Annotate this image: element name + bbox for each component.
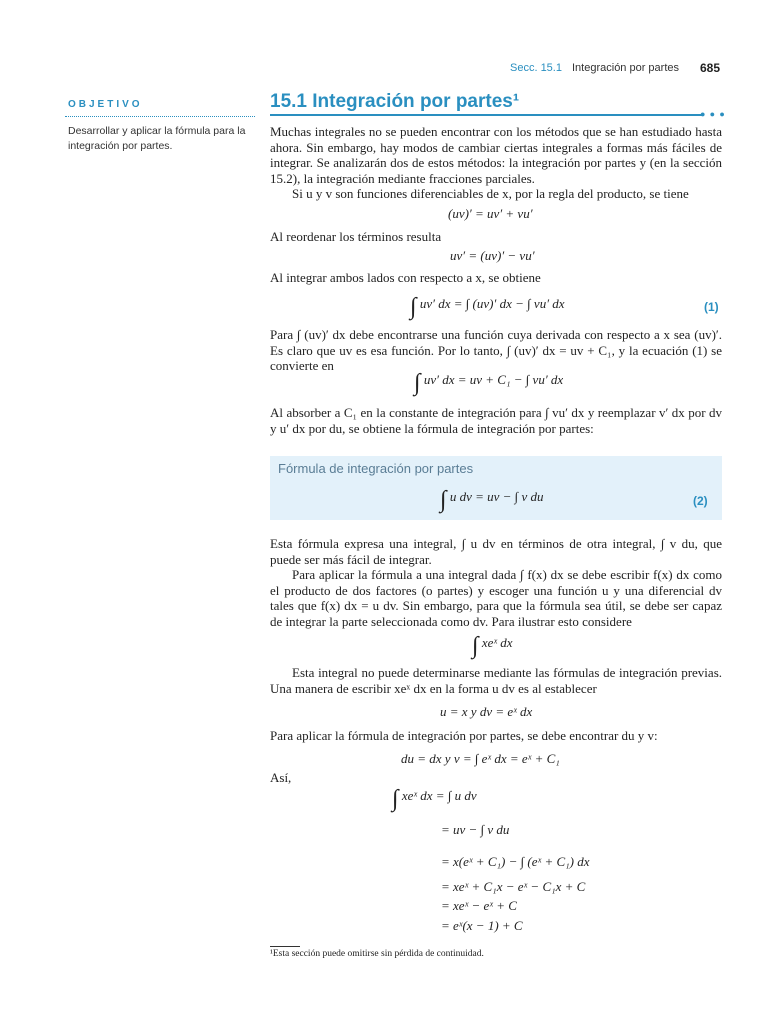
equation-choice: u = x y dv = eˣ dx [440, 704, 533, 719]
equation-1 [410, 294, 565, 321]
paragraph-integrate: Al integrar ambos lados con respecto a x, se obtiene [270, 270, 541, 285]
paragraph-rearrange: Al reordenar los términos resulta [270, 229, 442, 244]
section-title-rule [270, 114, 702, 116]
equation-du-v: du = dx y v = ∫ eˣ dx = eˣ + C₁ [401, 751, 560, 766]
solution-step-3: = x(eˣ + C₁) − ∫ (eˣ + C₁) dx [441, 854, 590, 869]
equation-rearranged: uv′ = (uv)′ − vu′ [450, 248, 535, 263]
integral-sign-icon: ∫ [414, 370, 421, 396]
objective-divider [65, 116, 255, 117]
running-header-section: Secc. 15.1 [510, 62, 562, 74]
footnote-rule [270, 946, 300, 947]
solution-step-2: = uv − ∫ v du [441, 822, 510, 837]
objective-text: Desarrollar y aplicar la fórmula para la integración por partes. [68, 125, 246, 152]
formula-2 [440, 487, 544, 514]
paragraph-formula-meaning: Esta fórmula expresa una integral, ∫ u dv en términos de otra integral, ∫ v du, que puede ser más fácil de integrar. [270, 536, 722, 567]
equation-example [472, 633, 513, 660]
equation-product-rule: (uv)′ = uv′ + vu′ [448, 206, 533, 221]
section-title: 15.1 Integración por partes¹ [270, 91, 520, 112]
formula-box-title: Fórmula de integración por partes [278, 461, 474, 476]
equation-1-body: uv′ dx = ∫ (uv)′ dx − ∫ vu′ dx [419, 296, 565, 311]
paragraph-apply-formula: Para aplicar la fórmula a una integral dada ∫ f(x) dx se debe escribir f(x) dx como el producto de dos factores (o partes) y escoger una función u y una diferencial dv tales que f(x) dx = u dv. Sin embargo, para que la fórmula sea útil, se debe ser capaz de integrar la parte seleccionada como dv. Para ilustrar esto considere [270, 567, 722, 629]
integral-sign-icon: ∫ [410, 294, 417, 320]
equation-example-body: xeˣ dx [481, 635, 513, 650]
running-header-title: Integración por partes [572, 62, 680, 74]
solution-step-6: = eˣ(x − 1) + C [441, 918, 523, 933]
formula-2-number: (2) [693, 494, 708, 508]
solution-step-1 [392, 786, 477, 813]
equation-1-number: (1) [704, 300, 719, 314]
decorative-dots: ● ● ● [700, 109, 726, 119]
integral-sign-icon: ∫ [472, 633, 479, 659]
equation-substituted-body: uv′ dx = uv + C₁ − ∫ vu′ dx [423, 372, 564, 387]
solution-step-4: = xeˣ + C₁x − eˣ − C₁x + C [441, 879, 586, 894]
paragraph-intro: Muchas integrales no se pueden encontrar con los métodos que se han estudiado hasta ahora. Sin embargo, hay modos de cambiar ciertas integrales a formas más fáciles de integrar. Se analizarán dos de estos métodos: la integración por partes y (en la sección 15.2), la integración mediante fracciones parciales. [270, 124, 722, 186]
integral-sign-icon: ∫ [392, 786, 399, 812]
formula-2-body: u dv = uv − ∫ v du [449, 489, 544, 504]
paragraph-asi: Así, [270, 770, 292, 785]
equation-substituted [414, 370, 563, 397]
page-number: 685 [700, 61, 721, 75]
integral-sign-icon: ∫ [440, 487, 447, 513]
paragraph-product-rule: Si u y v son funciones diferenciables de x, por la regla del producto, se tiene [292, 186, 689, 201]
paragraph-cannot-determine: Esta integral no puede determinarse mediante las fórmulas de integración previas. Una manera de escribir xeˣ dx en la forma u dv es al establecer [270, 665, 722, 696]
paragraph-find-du-v: Para aplicar la fórmula de integración por partes, se debe encontrar du y v: [270, 728, 658, 743]
paragraph-antiderivative: Para ∫ (uv)′ dx debe encontrarse una función cuya derivada con respecto a x sea (uv)′. Es claro que uv es esa función. Por lo tanto, ∫ (uv)′ dx = uv + C₁, y la ecuación (1) se convierte en [270, 327, 722, 373]
solution-step-1-body: xeˣ dx = ∫ u dv [401, 788, 477, 803]
footnote: ¹Esta sección puede omitirse sin pérdida de continuidad. [270, 949, 484, 959]
objective-label: OBJETIVO [68, 99, 143, 110]
solution-step-5: = xeˣ − eˣ + C [441, 898, 517, 913]
paragraph-absorb: Al absorber a C₁ en la constante de integración para ∫ vu′ dx y reemplazar v′ dx por dv y u′ dx por du, se obtiene la fórmula de integración por partes: [270, 405, 722, 436]
